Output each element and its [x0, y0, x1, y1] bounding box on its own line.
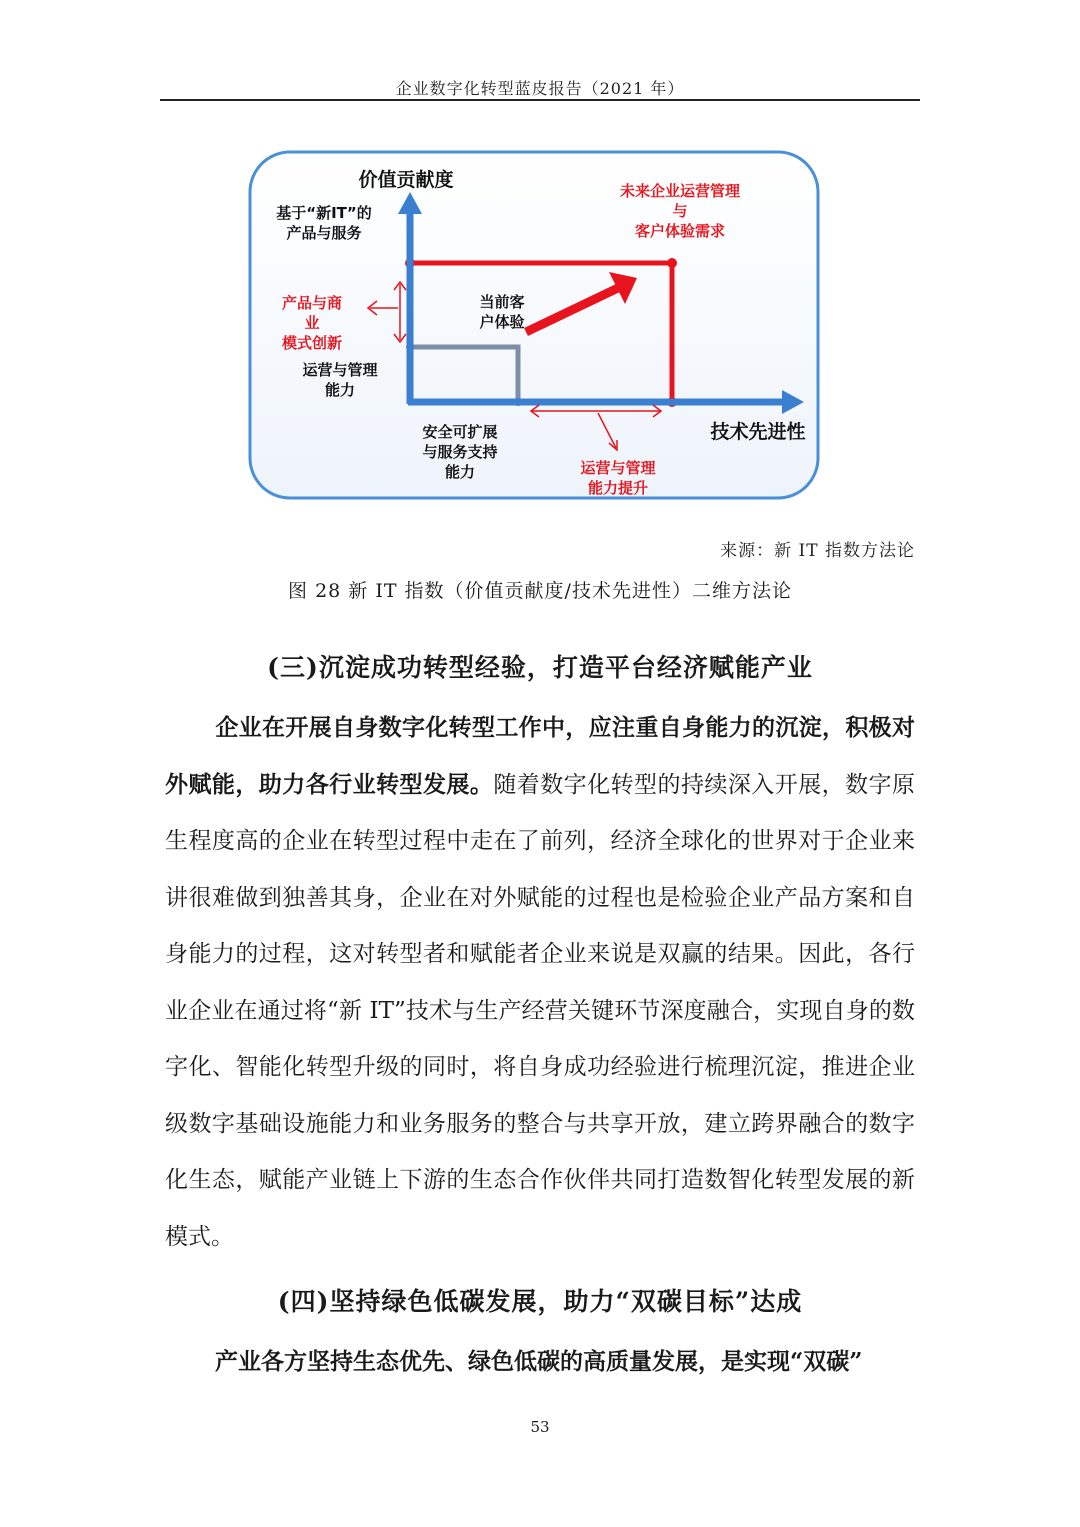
label-bottom-center: 安全可扩展与服务支持能力	[422, 423, 498, 481]
paragraph-2	[165, 1334, 915, 1391]
label-center: 当前客户体验	[479, 293, 525, 331]
figure-source: 来源：新 IT 指数方法论	[720, 541, 915, 561]
label-left-red: 产品与商业模式创新	[281, 294, 343, 352]
section-heading-3: (三)沉淀成功转型经验，打造平台经济赋能产业	[267, 653, 813, 682]
paragraph-1	[165, 700, 915, 1265]
label-top-right: 未来企业运营管理与客户体验需求	[619, 182, 741, 240]
page-number: 53	[530, 1418, 550, 1436]
paragraph-1-bold: 企业在开展自身数字化转型工作中，应注重自身能力的沉淀，积极对外赋能，助力各行业转型发展。	[165, 714, 915, 798]
label-bottom-red: 运营与管理能力提升	[580, 459, 656, 497]
figure-caption: 图 28 新 IT 指数（价值贡献度/技术先进性）二维方法论	[288, 580, 792, 602]
paragraph-1-text: 随着数字化转型的持续深入开展，数字原生程度高的企业在转型过程中走在了前列，经济全球化的世界对于企业来讲很难做到独善其身，企业在对外赋能的过程也是检验企业产品方案和自身能力的过程，这对转型者和赋能者企业来说是双赢的结果。因此，各行业企业在通过将“新 IT”技术与生产经营关键环节深度融合，实现自身的数字化、智能化转型升级的同时，将自身成功经验进行梳理沉淀，推进企业级数字基础设施能力和业务服务的整合与共享开放，建立跨界融合的数字化生态，赋能产业链上下游的生态合作伙伴共同打造数智化转型发展的新模式。	[165, 771, 916, 1250]
page-header: 企业数字化转型蓝皮报告（2021 年）	[395, 79, 685, 98]
figure-diagram	[248, 150, 820, 500]
label-top-left: 基于“新IT”的产品与服务	[276, 204, 372, 242]
paragraph-2-bold: 产业各方坚持生态优先、绿色低碳的高质量发展，是实现“双碳”	[215, 1348, 863, 1375]
y-axis-label: 价值贡献度	[358, 169, 454, 191]
header-rule	[160, 99, 920, 101]
label-ops-left: 运营与管理能力	[302, 361, 378, 399]
x-axis-label: 技术先进性	[710, 421, 806, 443]
section-heading-4: (四)坚持绿色低碳发展，助力“双碳目标”达成	[277, 1287, 803, 1316]
future-corner-dot	[667, 258, 677, 268]
